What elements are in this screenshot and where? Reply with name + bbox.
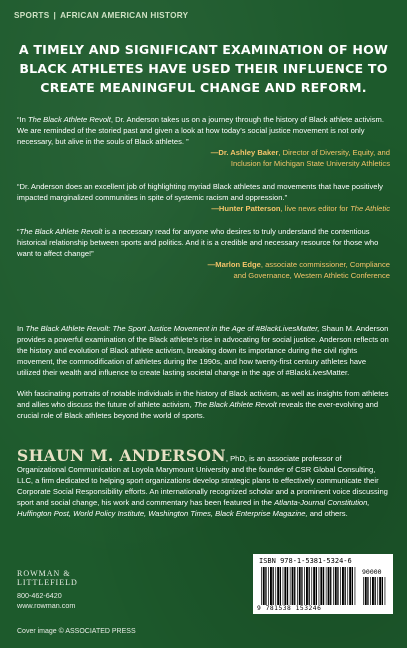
barcode-bar — [340, 567, 341, 605]
barcode-bar — [268, 567, 269, 605]
isbn-label: ISBN 978-1-5381-5324-6 — [259, 557, 352, 565]
quote-text — [17, 114, 390, 147]
category-history: AFRICAN AMERICAN HISTORY — [60, 11, 189, 20]
bio-publications: Atlanta-Journal Constitution, Huffington Post, World Policy Institute, Washington Times, Black Enterprise Magazine, — [17, 498, 370, 518]
barcode-bar — [363, 577, 364, 605]
barcode-bar — [372, 577, 374, 605]
logo-line-1: ROWMAN & — [17, 569, 71, 578]
quote-open: “ — [17, 227, 20, 236]
barcode-bar — [277, 567, 279, 605]
barcode-bar — [328, 567, 330, 605]
bio-text-end: and others. — [307, 509, 348, 518]
barcode-bar — [311, 567, 312, 605]
barcode-bar — [265, 567, 266, 605]
barcode-bar — [330, 567, 331, 605]
attribution-name: Hunter Patterson — [218, 204, 281, 213]
barcode-bar — [379, 577, 381, 605]
attribution-role: , live news editor for — [280, 204, 351, 213]
attribution-name: Dr. Ashley Baker — [218, 148, 279, 157]
endorsement-edge — [17, 226, 390, 281]
barcode-bar — [316, 567, 317, 605]
quote-attribution-cont — [17, 158, 390, 169]
barcode-icon — [261, 567, 357, 605]
barcode-bar — [370, 577, 371, 605]
text-run: reveals the ever-evolving and crucial role of Black athletes beyond the world of sports. — [17, 400, 379, 420]
price-code: 90000 — [362, 568, 382, 576]
attribution-role: , Director of Diversity, Equity, and — [278, 148, 390, 157]
barcode-bar — [335, 567, 337, 605]
barcode-bar — [377, 577, 378, 605]
cover-credit: Cover image © ASSOCIATED PRESS — [17, 628, 136, 635]
quote-body: , Dr. Anderson takes us on a journey through the history of Black athlete activism. We are reminded of the storied past and given a look at how today’s social justice movement is not only necessary, but alive in the souls of Black athletes. ” — [17, 115, 384, 146]
barcode-bar — [382, 577, 383, 605]
attribution-publication: The Athletic — [350, 204, 390, 213]
attribution-role: , associate commissioner, Compliance — [260, 260, 390, 269]
headline — [14, 40, 393, 97]
barcode-bar — [292, 567, 294, 605]
barcode-bar — [367, 577, 368, 605]
publisher-phone: 800-462-6420 — [17, 591, 62, 600]
book-title: The Black Athlete Revolt — [193, 400, 277, 409]
barcode-bar — [297, 567, 298, 605]
bio-text: , PhD, is an associate professor of Organizational Communication at Loyola Marymount University and the founder of CSR Global Consulting, LLC, a firm dedicated to helping sport organizations develop strategic plans to effectively communicate their Corporate Social Responsibility efforts. An internationally recognized scholar and a prominent voice discussing sport and social change, his work and commentary has been featured in the — [17, 454, 388, 507]
barcode-bar — [345, 567, 346, 605]
attribution-dash: — — [207, 260, 216, 269]
category-sports: SPORTS — [14, 11, 50, 20]
text-run: With fascinating portraits of notable individuals in the history of Black activism, as well as insights from athletes and allies who discuss the future of athlete activism, — [17, 389, 389, 409]
barcode-bar — [319, 567, 320, 605]
headline-line-1: A TIMELY AND SIGNIFICANT EXAMINATION OF HOW — [18, 42, 389, 57]
barcode-bar — [270, 567, 272, 605]
category-label — [14, 11, 188, 20]
endorsement-baker — [17, 114, 390, 169]
barcode-bar — [320, 567, 322, 605]
headline-line-3: CREATE MEANINGFUL CHANGE AND REFORM. — [40, 80, 367, 95]
quote-text — [17, 226, 390, 259]
barcode-bar — [275, 567, 276, 605]
barcode-bar — [283, 567, 284, 605]
barcode-bar — [323, 567, 324, 605]
barcode-bar — [375, 577, 376, 605]
logo-line-2: LITTLEFIELD — [17, 578, 78, 587]
barcode-bar — [280, 567, 281, 605]
barcode-bar — [299, 567, 301, 605]
quote-attribution — [17, 203, 390, 214]
barcode-bar — [261, 567, 262, 605]
quote-attribution — [17, 259, 390, 270]
attribution-org: and Governance, Western Athletic Conference — [233, 271, 390, 280]
book-description — [17, 323, 390, 431]
endorsement-patterson — [17, 181, 390, 214]
book-full-title: The Black Athlete Revolt: The Sport Justice Movement in the Age of #BlackLivesMatter, — [25, 324, 320, 333]
barcode-bar — [337, 567, 338, 605]
barcode-bar — [365, 577, 367, 605]
barcode-panel — [253, 554, 393, 614]
author-bio — [17, 446, 390, 519]
barcode-bar — [287, 567, 288, 605]
barcode-bar — [385, 577, 386, 605]
barcode-bar — [306, 567, 308, 605]
barcode-bar — [326, 567, 327, 605]
barcode-bar — [284, 567, 286, 605]
barcode-bar — [309, 567, 310, 605]
barcode-bar — [290, 567, 291, 605]
barcode-bar — [304, 567, 305, 605]
barcode-bar — [333, 567, 334, 605]
quote-body: is a necessary read for anyone who desires to truly understand the contentious historical relationship between sports and politics. And it is a credible and necessary resource for those who want to affect change!” — [17, 227, 379, 258]
publisher-website: www.rowman.com — [17, 601, 76, 610]
publisher-logo — [17, 569, 78, 587]
endorsements — [17, 114, 390, 293]
quote-open: “In — [17, 115, 28, 124]
attribution-dash: — — [211, 204, 219, 213]
attribution-name: Marlon Edge — [215, 260, 261, 269]
text-run: Shaun M. Anderson provides a powerful examination of the Black athlete’s rise in advocating for social justice. Anderson reflects on the history and evolution of Black athlete activism, breaking down its importance during the civil rights movement, the commodification of athletes during the 1990s, and how twenty-first century athletes have utilized their wealth and influence to create lasting societal change in the age of #BlackLivesMatter. — [17, 324, 389, 377]
text-run: In — [17, 324, 26, 333]
barcode-bar — [342, 567, 344, 605]
publisher-info — [17, 569, 78, 611]
attribution-dash: — — [210, 148, 219, 157]
quote-attribution-cont — [17, 270, 390, 281]
quote-text: “Dr. Anderson does an excellent job of highlighting myriad Black athletes and movements that have positively impacted marginalized communities in spite of systemic racism and oppression.” — [17, 182, 383, 202]
barcode-bar — [313, 567, 315, 605]
headline-line-2: BLACK ATHLETES HAVE USED THEIR INFLUENCE TO — [19, 61, 388, 76]
barcode-bar — [273, 567, 274, 605]
barcode-bar — [352, 567, 353, 605]
book-title: The Black Athlete Revolt — [19, 227, 103, 236]
addon-barcode-icon — [363, 577, 387, 605]
barcode-bar — [347, 567, 348, 605]
barcode-bar — [355, 567, 356, 605]
barcode-bar — [349, 567, 351, 605]
description-paragraph-1 — [17, 323, 390, 378]
author-name: SHAUN M. ANDERSON — [17, 446, 226, 465]
description-paragraph-2 — [17, 388, 390, 421]
category-separator: | — [53, 11, 57, 20]
barcode-bar — [263, 567, 265, 605]
attribution-org: Inclusion for Michigan State University Athletics — [230, 159, 390, 168]
barcode-digits: 9 781538 153246 — [257, 605, 322, 612]
book-title: The Black Athlete Revolt — [27, 115, 111, 124]
barcode-bar — [301, 567, 302, 605]
quote-attribution — [17, 147, 390, 158]
barcode-bar — [294, 567, 295, 605]
